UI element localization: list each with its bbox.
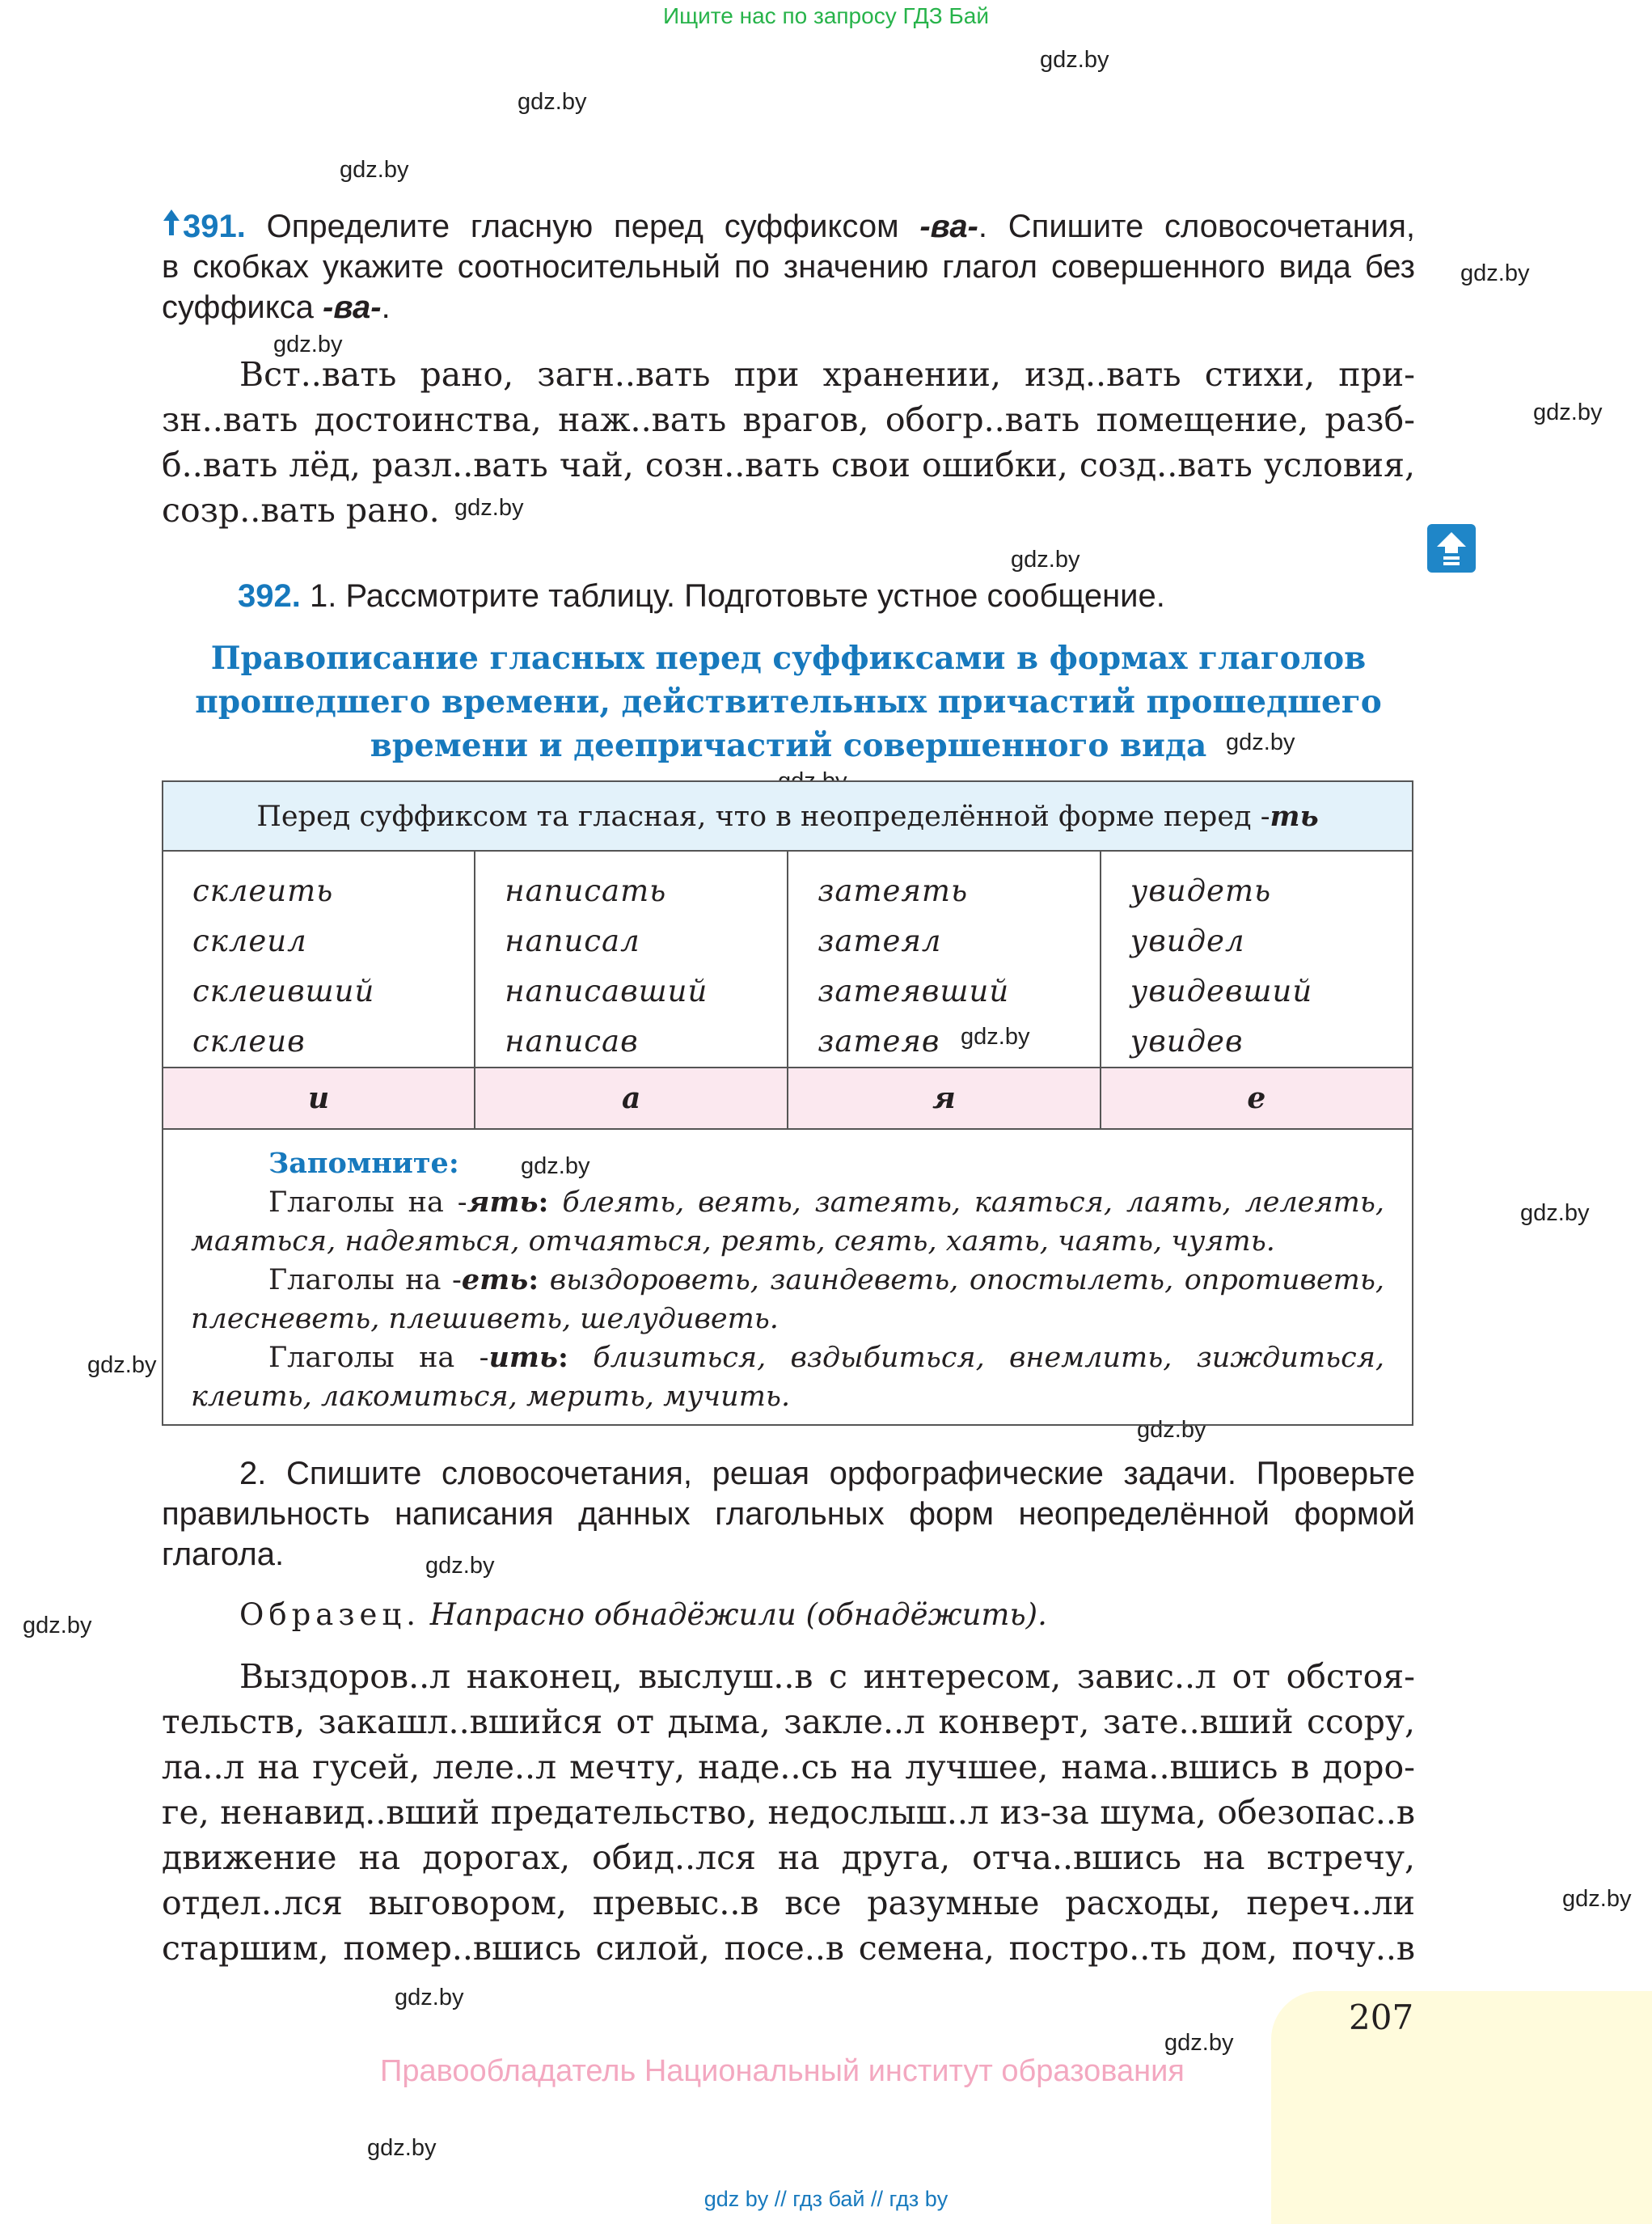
suffix-mark: -ва- (919, 209, 978, 244)
watermark: gdz.by (1520, 1200, 1590, 1226)
verb-ending: еть (461, 1263, 529, 1296)
verb-ending: ить (488, 1341, 559, 1374)
verb-form: написавший (505, 974, 708, 1008)
remember-line (191, 1183, 1384, 1222)
ex392-task2 (162, 1453, 1415, 1575)
line-prefix: Глаголы на - (268, 1186, 467, 1219)
colon: : (538, 1186, 549, 1219)
text-line: зн..вать достоинства, наж..вать врагов, обогр..вать помещение, разб- (162, 400, 1415, 439)
heading-line: времени и деепричастий совершенного вида (370, 727, 1207, 764)
verb-form: склеить (192, 873, 334, 908)
column-e (1101, 851, 1413, 1068)
watermark: gdz.by (23, 1613, 92, 1638)
watermark: gdz.by (1460, 260, 1530, 286)
page-number: 207 (1349, 1998, 1414, 2037)
watermark: gdz.by (961, 1024, 1030, 1050)
verb-form: затеяв (818, 1024, 940, 1059)
text-line: созр..вать рано. (162, 491, 440, 530)
line-prefix: Глаголы на - (268, 1264, 462, 1296)
vowel-cell: и (163, 1068, 475, 1129)
verb-form: написать (505, 873, 667, 908)
exercise-number: 392. (238, 578, 301, 614)
verb-ending: ять (467, 1186, 539, 1219)
colon: : (558, 1341, 568, 1374)
watermark: gdz.by (454, 495, 524, 521)
footer-links[interactable]: gdz by // гдз бай // гдз by (703, 2187, 949, 2211)
sample-text: Напрасно обнадёжили (обнадёжить). (429, 1597, 1047, 1632)
task-text: 1. Рассмотрите таблицу. Подготовьте устное сообщение. (309, 578, 1165, 614)
remember-line (191, 1261, 1384, 1300)
vowel-cell: а (475, 1068, 788, 1129)
table-heading (162, 636, 1415, 767)
instruction-text: Определите гласную перед суффиксом (266, 209, 920, 244)
rights-holder: Правообладатель Национальный институт образования (380, 2054, 1185, 2088)
heading-line: прошедшего времени, действительных причастий прошедшего (195, 683, 1382, 721)
watermark: gdz.by (425, 1553, 495, 1579)
column-ya (788, 851, 1101, 1068)
verb-list: плесневеть, плешиветь, шелудиветь. (191, 1303, 779, 1335)
suffix-mark: -ва- (323, 290, 382, 325)
arrow-up-icon (1427, 524, 1476, 573)
heading-line: Правописание гласных перед суффиксами в формах глаголов (210, 640, 1367, 677)
text-line: Выздоров..л наконец, выслуш..в с интересом, завис..л от обстоя- (239, 1657, 1415, 1696)
vowel-cell: е (1101, 1068, 1413, 1129)
verb-form: увидел (1130, 924, 1245, 958)
table-header (163, 781, 1413, 851)
header-text: Перед суффиксом та гласная, что в неопределённой форме перед - (256, 800, 1270, 833)
text-line: отдел..лся выговором, превыс..в все разумные расходы, переч..ли (162, 1884, 1415, 1922)
header-suffix: ть (1270, 799, 1319, 833)
text-line: движение на дорогах, обид..лся на друга, отча..вшись на встречу, (162, 1838, 1415, 1877)
watermark: gdz.by (367, 2135, 437, 2161)
remember-box (163, 1129, 1413, 1425)
spelling-rule-table (162, 780, 1413, 1426)
top-notice[interactable]: Ищите нас по запросу ГДЗ Бай (662, 3, 990, 28)
watermark: gdz.by (1164, 2030, 1234, 2056)
verb-list: маяться, надеяться, отчаяться, реять, сеять, хаять, чаять, чуять. (191, 1225, 1275, 1258)
colon: : (528, 1263, 539, 1296)
verb-form: написав (505, 1024, 639, 1059)
verb-form: затеял (818, 924, 942, 958)
verb-form: написал (505, 924, 640, 958)
vowel-cell: я (788, 1068, 1101, 1129)
verb-form: увидев (1130, 1024, 1244, 1059)
verb-form: склеивший (192, 974, 375, 1008)
watermark: gdz.by (518, 89, 587, 115)
text-line: ге, ненавид..вший предательство, недослыш..л из-за шума, обезопас..в (162, 1793, 1415, 1832)
verb-form: увидеть (1130, 873, 1272, 908)
verb-form: затеять (818, 873, 969, 908)
verb-list: блеять, веять, затеять, каяться, лаять, лелеять, (548, 1186, 1384, 1219)
watermark: gdz.by (1226, 729, 1295, 755)
watermark: gdz.by (273, 332, 343, 357)
watermark: gdz.by (1562, 1886, 1632, 1912)
verb-form: склеив (192, 1024, 306, 1059)
task-line: 2. Спишите словосочетания, решая орфографические задачи. Проверьте (239, 1456, 1415, 1491)
text-line: ла..л на гусей, леле..л мечту, наде..сь на лучшее, нама..вшись в доро- (162, 1748, 1415, 1786)
ex392-text (162, 1654, 1415, 1971)
verb-list: клеить, лакомиться, мерить, мучить. (191, 1380, 791, 1413)
verb-list: близиться, вздыбиться, внемлить, зиждиться, (568, 1342, 1385, 1374)
watermark: gdz.by (340, 157, 409, 183)
column-i (163, 851, 475, 1068)
verb-list: выздороветь, заиндеветь, опостылеть, опротиветь, (539, 1264, 1384, 1296)
text-line: Вст..вать рано, загн..вать при хранении, изд..вать стихи, при- (239, 355, 1415, 394)
sample-label: Образец. (239, 1597, 420, 1632)
instruction-text: . (381, 290, 391, 325)
watermark: gdz.by (395, 1985, 464, 2010)
text-line: старшим, помер..вшись силой, посе..в семена, постро..ть дом, почу..в (162, 1929, 1415, 1968)
ex392-task1 (238, 576, 1165, 616)
ex391-text (162, 352, 1415, 533)
instruction-text: суффикса (162, 290, 323, 325)
verb-form: увидевший (1130, 974, 1313, 1008)
verb-form: затеявший (818, 974, 1010, 1008)
column-a (475, 851, 788, 1068)
arrow-up-icon (162, 206, 183, 247)
watermark: gdz.by (1137, 1417, 1206, 1443)
ex391-instruction (162, 206, 1415, 328)
instruction-text: . Спишите словосочетания, (978, 209, 1415, 244)
exercise-number: 391. (183, 209, 246, 244)
watermark: gdz.by (1533, 400, 1603, 425)
watermark: gdz.by (87, 1352, 157, 1378)
instruction-text: в скобках укажите соотносительный по значению глагол совершенного вида без (162, 249, 1415, 285)
watermark: gdz.by (1011, 547, 1080, 573)
text-line: тельств, закашл..вшийся от дыма, закле..л конверт, зате..вший ссору, (162, 1702, 1415, 1741)
line-prefix: Глаголы на - (268, 1342, 489, 1374)
remember-line (191, 1338, 1384, 1377)
remember-title: Запомните: (268, 1147, 459, 1180)
watermark: gdz.by (1040, 47, 1109, 73)
task-line: глагола. (162, 1537, 285, 1572)
watermark: gdz.by (521, 1153, 590, 1179)
scroll-up-button[interactable] (1427, 524, 1476, 573)
text-line: б..вать лёд, разл..вать чай, созн..вать свои ошибки, созд..вать условия, (162, 446, 1415, 484)
verb-form: склеил (192, 924, 307, 958)
task-line: правильность написания данных глагольных форм неопределённой формой (162, 1496, 1415, 1532)
sample (239, 1597, 1047, 1632)
